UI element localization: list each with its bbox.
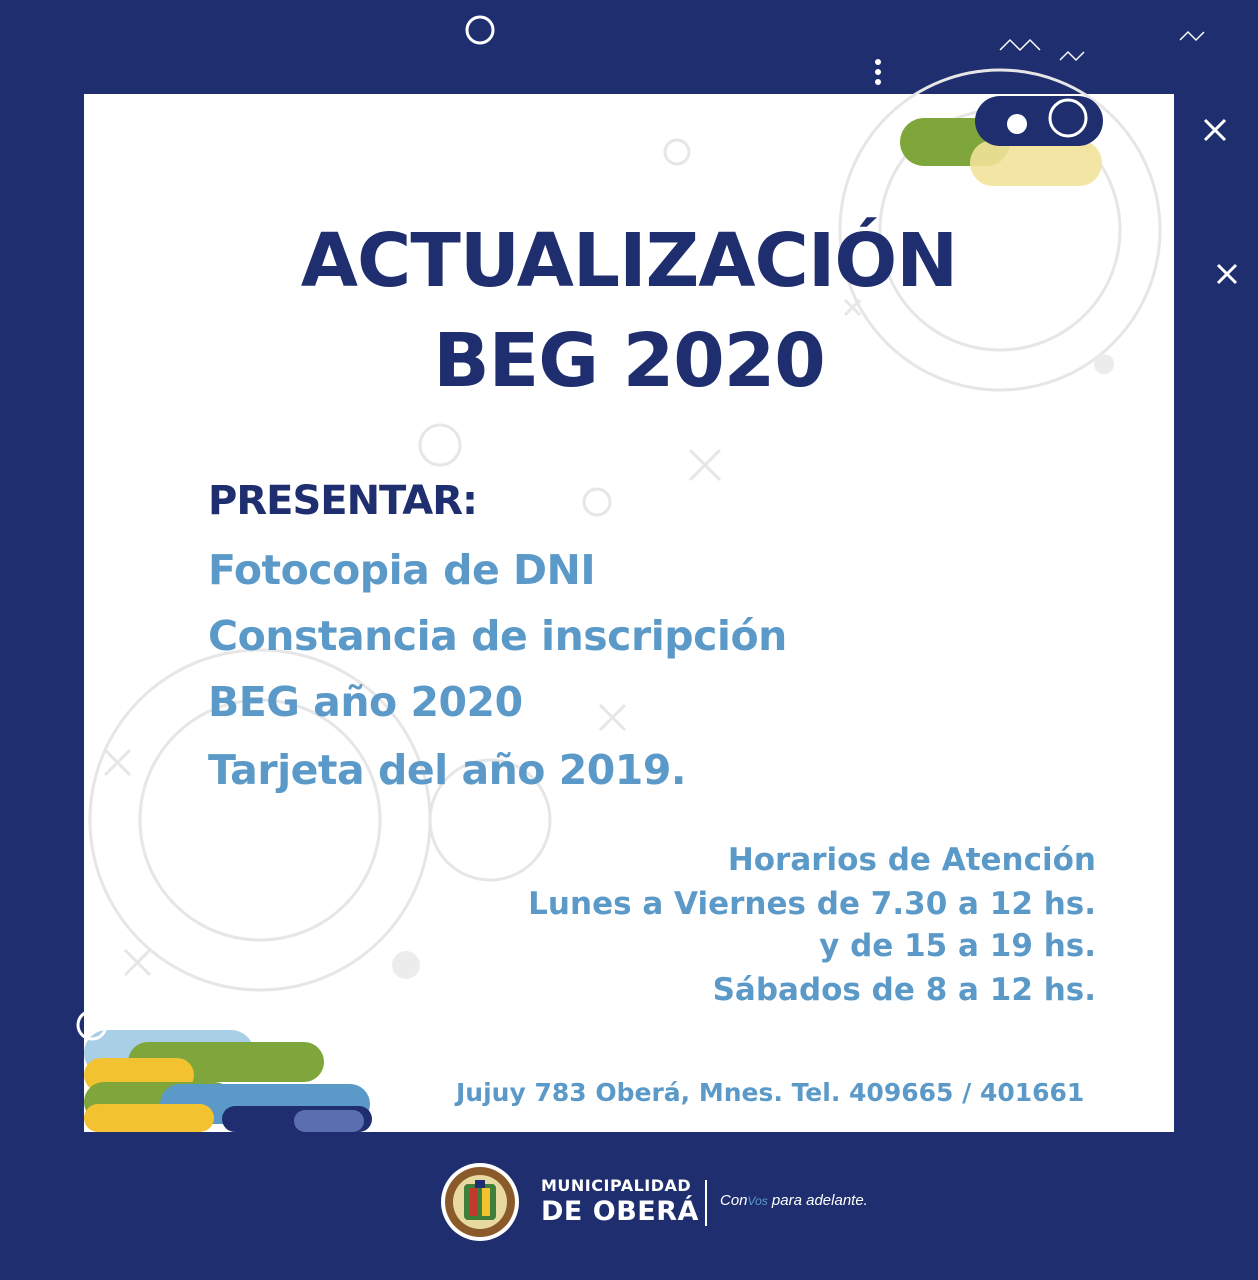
slogan-pre: Con bbox=[720, 1192, 748, 1209]
title-line-2: BEG 2020 bbox=[433, 318, 825, 404]
municipal-seal-logo bbox=[440, 1162, 520, 1242]
slogan-highlight: Vos bbox=[747, 1194, 768, 1208]
hours-line: Lunes a Viernes de 7.30 a 12 hs. bbox=[528, 886, 1096, 922]
address: Jujuy 783 Oberá, Mnes. Tel. 409665 / 401661 bbox=[456, 1078, 1085, 1107]
requirements-heading: PRESENTAR: bbox=[208, 478, 477, 524]
slogan-post: para adelante. bbox=[767, 1192, 868, 1209]
org-name-line-1: MUNICIPALIDAD bbox=[541, 1176, 692, 1195]
requirement-item: Tarjeta del año 2019. bbox=[208, 746, 686, 794]
requirement-item: BEG año 2020 bbox=[208, 678, 523, 726]
title-line-1: ACTUALIZACIÓN bbox=[300, 218, 958, 304]
requirement-item: Fotocopia de DNI bbox=[208, 546, 596, 594]
slogan bbox=[720, 1192, 868, 1209]
hours-line: Sábados de 8 a 12 hs. bbox=[712, 972, 1096, 1008]
hours-line: y de 15 a 19 hs. bbox=[819, 928, 1096, 964]
org-name-line-2: DE OBERÁ bbox=[541, 1196, 699, 1227]
requirement-item: Constancia de inscripción bbox=[208, 612, 787, 660]
footer-divider bbox=[705, 1180, 707, 1226]
hours-heading: Horarios de Atención bbox=[727, 842, 1096, 878]
